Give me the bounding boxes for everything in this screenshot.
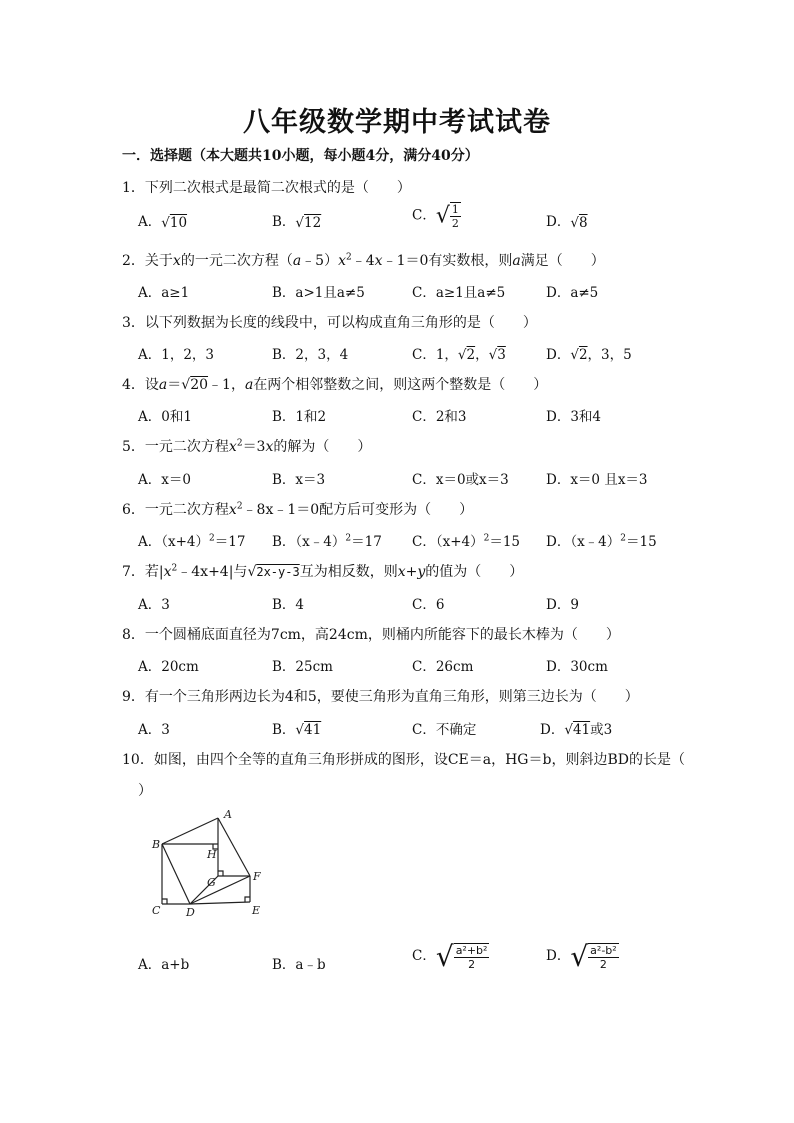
q10-option-c: C．√ $\frac{\text{a²+b²}}{2}$ <box>412 940 488 973</box>
q1-option-b: B．√12 <box>272 214 322 231</box>
q4-option-c: C．2和3 <box>412 409 467 425</box>
q2-option-a: A．a≥1 <box>138 285 190 301</box>
label-g: G <box>207 876 216 889</box>
q10-option-b: B．a﹣b <box>272 957 326 973</box>
right-triangles-figure <box>140 806 280 921</box>
q1-option-c: C．√ $\frac{1}{2}$ <box>412 203 459 230</box>
q1-option-d: D．√8 <box>546 214 588 231</box>
q7-option-c: C．6 <box>412 597 445 613</box>
question-3-stem: 3．以下列数据为长度的线段中，可以构成直角三角形的是（ ） <box>122 315 537 331</box>
q4-option-b: B．1和2 <box>272 409 327 425</box>
q7-option-a: A．3 <box>138 597 170 613</box>
q7-option-d: D．9 <box>546 597 579 613</box>
q6-option-d: D．（x﹣4）$^2$＝15 <box>546 533 657 550</box>
label-a: A <box>224 808 232 821</box>
question-9-stem: 9．有一个三角形两边长为4和5，要使三角形为直角三角形，则第三边长为（ ） <box>122 689 639 705</box>
q3-option-c: C．1，√2，√3 <box>412 347 506 363</box>
question-7-stem: 7．若$|x^2﹣4x+4|$与√2x-y-3互为相反数，则x+y的值为（ ） <box>122 563 524 580</box>
q3-option-a: A．1，2，3 <box>138 347 215 363</box>
q10-option-a: A．a+b <box>138 957 190 973</box>
q3-option-d: D．√2，3，5 <box>546 347 632 363</box>
q9-option-b: B．√41 <box>272 722 322 738</box>
label-c: C <box>152 904 161 917</box>
q6-option-a: A．$(x+4)^2=17$ <box>138 533 246 550</box>
q9-option-c: C．不确定 <box>412 722 477 738</box>
q6-option-b: B．（x﹣4）$^2$＝17 <box>272 533 382 550</box>
label-e: E <box>252 904 261 917</box>
page-title: 八年级数学期中考试试卷 <box>243 107 551 138</box>
q2-option-c: C．a≥1且a≠5 <box>412 285 506 301</box>
question-5-stem: 5．一元二次方程$x^2=3x$的解为（ ） <box>122 438 372 455</box>
label-b: B <box>152 838 161 851</box>
q4-option-d: D．3和4 <box>546 409 602 425</box>
q8-option-c: C．26cm <box>412 659 474 675</box>
label-f: F <box>253 870 261 883</box>
q2-option-d: D．a≠5 <box>546 285 599 301</box>
question-4-stem: 4．设a＝√20﹣1，a在两个相邻整数之间，则这两个整数是（ ） <box>122 377 548 393</box>
section-heading: 一．选择题（本大题共10小题，每小题4分，满分40分） <box>122 148 479 164</box>
q6-option-c: C．$(x+4)^2=15$ <box>412 533 521 550</box>
q10-option-d: D．√ $\frac{\text{a²-b²}}{2}$ <box>546 940 617 973</box>
question-6-stem: 6．一元二次方程$x^2﹣8x﹣1=0$配方后可变形为（ ） <box>122 501 474 518</box>
q8-option-b: B．25cm <box>272 659 333 675</box>
q5-option-b: B．x＝3 <box>272 472 326 488</box>
question-10-stem-cont: ） <box>138 783 152 799</box>
q1-option-a: A．√10 <box>138 214 188 231</box>
question-10-stem: 10．如图，由四个全等的直角三角形拼成的图形，设CE＝a，HG＝b，则斜边BD的长是（ <box>122 752 685 768</box>
label-h: H <box>207 848 217 861</box>
q7-option-b: B．4 <box>272 597 305 613</box>
q9-option-a: A．3 <box>138 722 170 738</box>
q5-option-a: A．x＝0 <box>138 472 191 488</box>
q8-option-d: D．30cm <box>546 659 608 675</box>
label-d: D <box>186 906 195 919</box>
question-1-stem: 1．下列二次根式是最简二次根式的是（ ） <box>122 180 411 196</box>
q8-option-a: A．20cm <box>138 659 199 675</box>
q5-option-d: D．x＝0 且x＝3 <box>546 472 648 488</box>
question-8-stem: 8．一个圆桶底面直径为7cm，高24cm，则桶内所能容下的最长木棒为（ ） <box>122 627 620 643</box>
q2-option-b: B．a>1且a≠5 <box>272 285 365 301</box>
q4-option-a: A．0和1 <box>138 409 192 425</box>
q5-option-c: C．x＝0或x＝3 <box>412 472 509 488</box>
q3-option-b: B．2，3，4 <box>272 347 349 363</box>
q9-option-d: D．√41或3 <box>540 722 613 738</box>
question-2-stem: 2．关于x的一元二次方程$(a﹣5)x^2﹣4x﹣1=0$有实数根，则a满足（ ） <box>122 252 605 269</box>
